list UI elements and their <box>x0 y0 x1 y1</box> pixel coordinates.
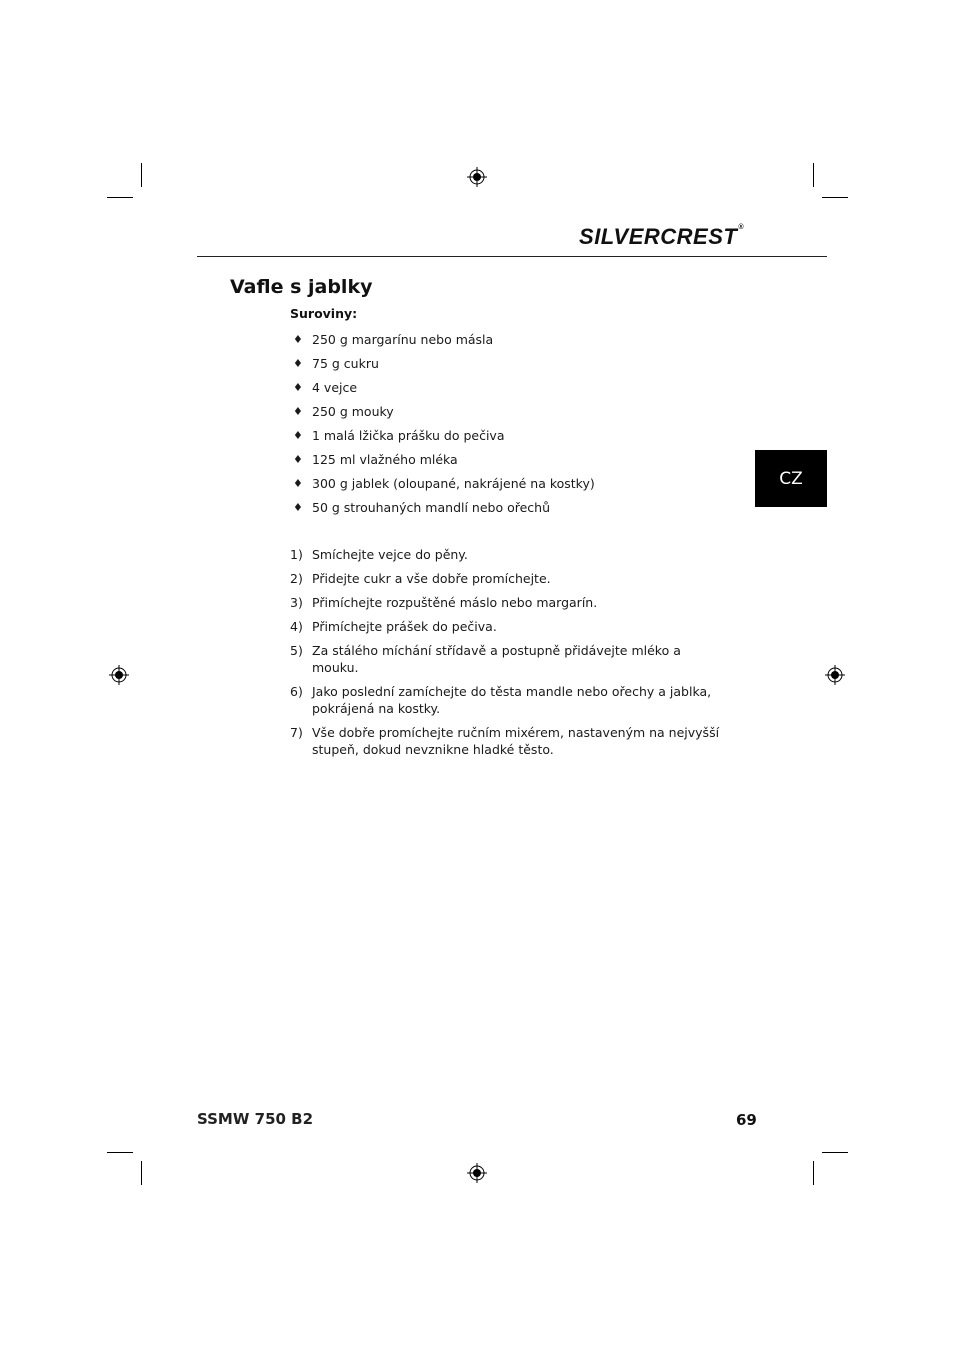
brand-logo-text: SILVERCREST <box>579 224 738 249</box>
ingredient-text: 75 g cukru <box>312 356 379 371</box>
list-item <box>290 570 730 587</box>
diamond-bullet-icon: ♦ <box>293 477 303 490</box>
list-item <box>290 594 730 611</box>
ingredient-text: 50 g strouhaných mandlí nebo ořechů <box>312 500 551 515</box>
list-item <box>290 379 595 403</box>
crop-mark <box>141 1161 142 1185</box>
registration-mark-icon <box>825 665 845 685</box>
crop-mark <box>107 197 133 198</box>
page-number: 69 <box>736 1111 757 1129</box>
list-item <box>290 724 730 758</box>
step-number: 6) <box>290 684 303 699</box>
diamond-bullet-icon: ♦ <box>293 453 303 466</box>
list-item <box>290 475 595 499</box>
ingredient-text: 4 vejce <box>312 380 358 395</box>
step-number: 1) <box>290 547 303 562</box>
language-tab: CZ <box>755 450 827 507</box>
step-text: Za stálého míchání střídavě a postupně přidávejte mléko a mouku. <box>312 643 681 675</box>
crop-mark <box>107 1152 133 1153</box>
crop-mark <box>813 1161 814 1185</box>
list-item <box>290 642 730 676</box>
brand-registered-mark: ® <box>738 224 744 231</box>
step-number: 4) <box>290 619 303 634</box>
registration-mark-icon <box>467 1163 487 1183</box>
ingredient-text: 125 ml vlažného mléka <box>312 452 458 467</box>
diamond-bullet-icon: ♦ <box>293 405 303 418</box>
list-item <box>290 427 595 451</box>
ingredient-text: 250 g margarínu nebo másla <box>312 332 494 347</box>
list-item <box>290 331 595 355</box>
list-item <box>290 355 595 379</box>
crop-mark <box>141 163 142 187</box>
ingredient-text: 250 g mouky <box>312 404 394 419</box>
diamond-bullet-icon: ♦ <box>293 501 303 514</box>
list-item <box>290 683 730 717</box>
ingredient-text: 300 g jablek (oloupané, nakrájené na kostky) <box>312 476 595 491</box>
step-text: Jako poslední zamíchejte do těsta mandle nebo ořechy a jablka, pokrájená na kostky. <box>312 684 712 716</box>
step-text: Vše dobře promíchejte ručním mixérem, nastaveným na nejvyšší stupeň, dokud nevznikne hladké těsto. <box>312 725 720 757</box>
list-item <box>290 499 595 523</box>
header-divider <box>197 256 827 257</box>
ingredients-heading: Suroviny: <box>290 306 358 321</box>
crop-mark <box>822 1152 848 1153</box>
steps-list <box>290 546 730 765</box>
step-number: 3) <box>290 595 303 610</box>
ingredient-text: 1 malá lžička prášku do pečiva <box>312 428 505 443</box>
diamond-bullet-icon: ♦ <box>293 381 303 394</box>
step-text: Přidejte cukr a vše dobře promíchejte. <box>312 571 551 586</box>
step-number: 5) <box>290 643 303 658</box>
step-text: Smíchejte vejce do pěny. <box>312 547 468 562</box>
list-item <box>290 618 730 635</box>
registration-mark-icon <box>467 167 487 187</box>
step-text: Přimíchejte prášek do pečiva. <box>312 619 497 634</box>
model-number: SSMW 750 B2 <box>197 1110 314 1128</box>
ingredients-list <box>290 331 595 523</box>
diamond-bullet-icon: ♦ <box>293 333 303 346</box>
list-item <box>290 546 730 563</box>
step-text: Přimíchejte rozpuštěné máslo nebo margarín. <box>312 595 598 610</box>
crop-mark <box>813 163 814 187</box>
brand-logo <box>579 224 744 250</box>
registration-mark-icon <box>109 665 129 685</box>
diamond-bullet-icon: ♦ <box>293 429 303 442</box>
crop-mark <box>822 197 848 198</box>
recipe-title: Vafle s jablky <box>230 276 373 298</box>
diamond-bullet-icon: ♦ <box>293 357 303 370</box>
step-number: 7) <box>290 725 303 740</box>
list-item <box>290 403 595 427</box>
step-number: 2) <box>290 571 303 586</box>
list-item <box>290 451 595 475</box>
